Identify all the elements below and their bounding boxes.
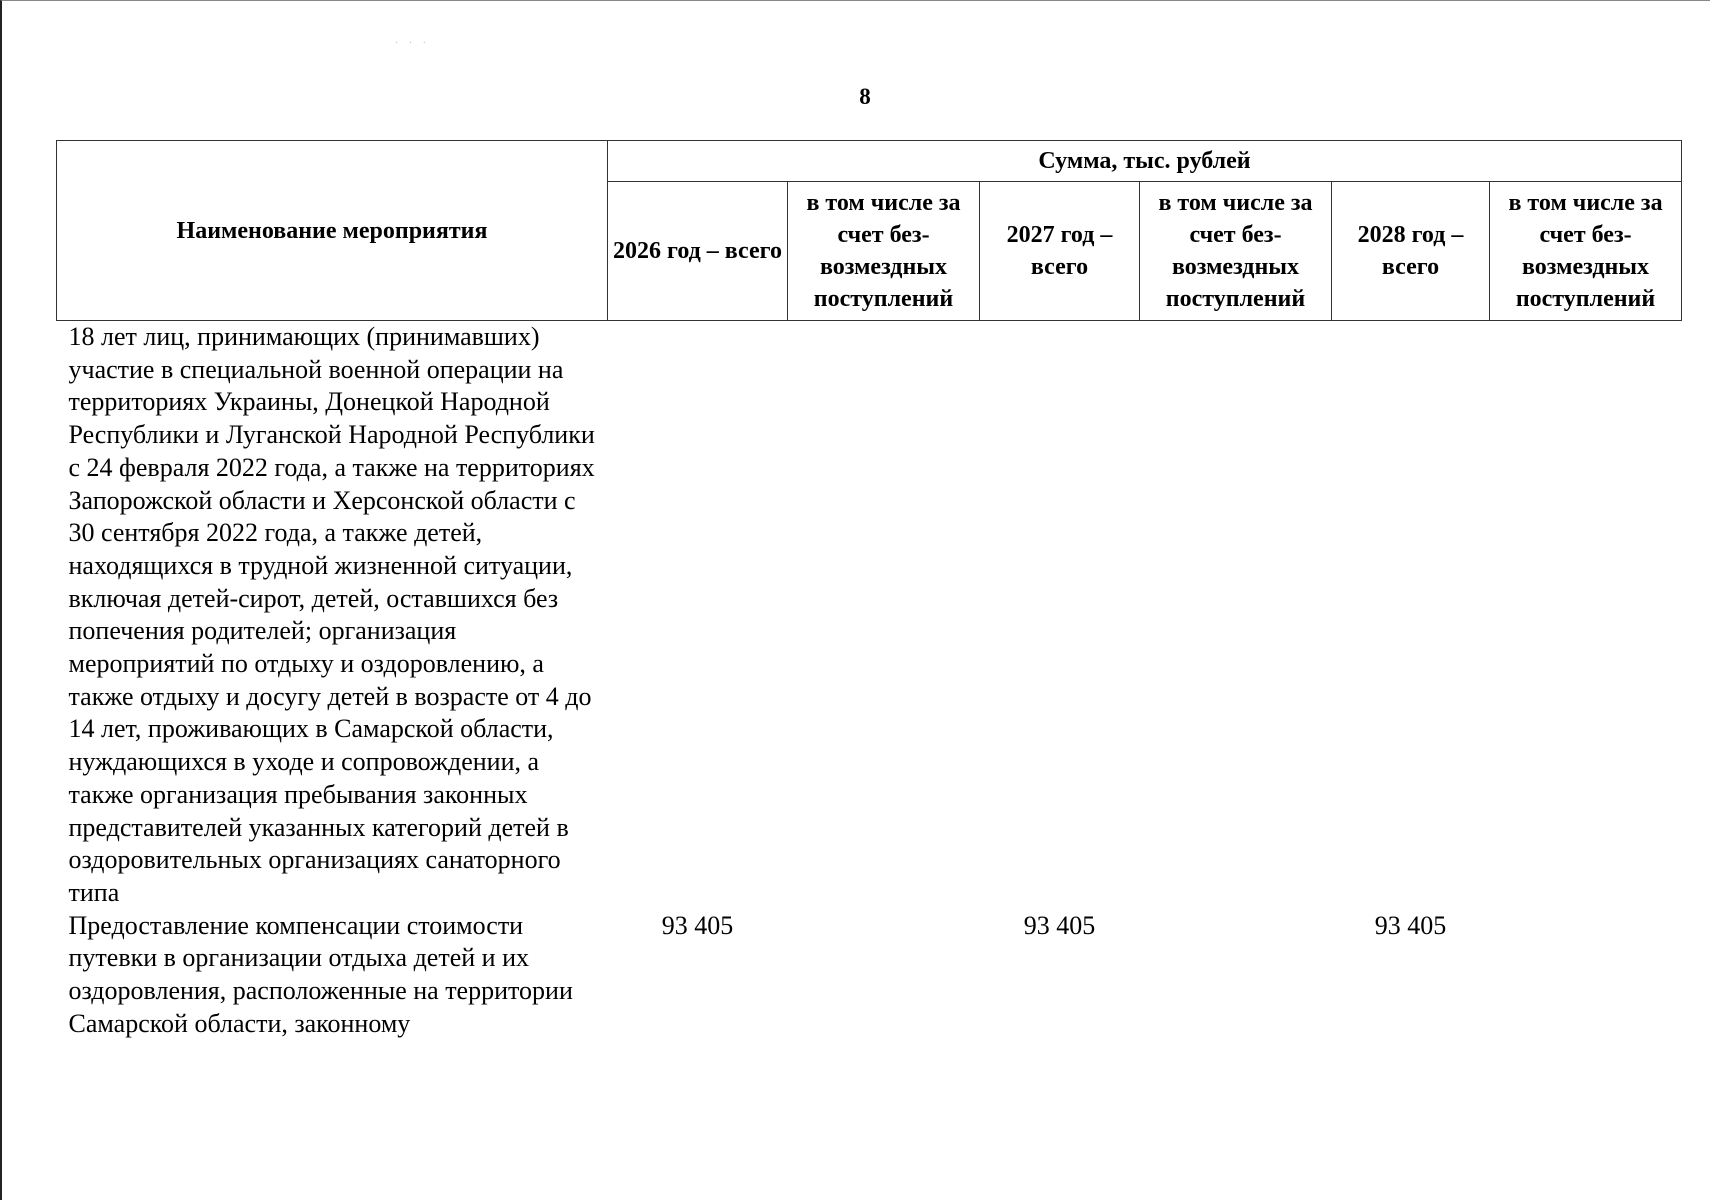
cell-2026-grants bbox=[788, 910, 980, 1041]
header-2027-total: 2027 год – всего bbox=[980, 182, 1140, 321]
budget-table bbox=[56, 140, 1682, 1040]
cell-2026-total bbox=[608, 321, 788, 910]
header-2028-total: 2028 год – всего bbox=[1332, 182, 1490, 321]
cell-2028-grants bbox=[1490, 321, 1682, 910]
page-number: 8 bbox=[859, 84, 871, 109]
cell-2026-grants bbox=[788, 321, 980, 910]
header-2026-grants: в том числе за счет без-возмездных поступлений bbox=[788, 182, 980, 321]
header-2028-grants: в том числе за счет без-возмездных поступлений bbox=[1490, 182, 1682, 321]
row-name: Предоставление компенсации стоимости путевки в организации отдыха детей и их оздоровления, расположенные на территории Самарской области, законному bbox=[68, 910, 573, 1038]
header-2027-grants: в том числе за счет без-возмездных поступлений bbox=[1140, 182, 1332, 321]
cell-2027-grants bbox=[1140, 910, 1332, 1041]
header-sum-group: Сумма, тыс. рублей bbox=[608, 141, 1682, 182]
cell-2027-total: 93 405 bbox=[1023, 910, 1096, 940]
header-row-group bbox=[57, 141, 1682, 182]
header-2026-total: 2026 год – всего bbox=[608, 182, 788, 321]
cell-2027-grants bbox=[1140, 321, 1332, 910]
cell-2027-total bbox=[980, 321, 1140, 910]
cell-2028-total bbox=[1332, 321, 1490, 910]
cell-2028-grants bbox=[1490, 910, 1682, 1041]
header-name-column: Наименование мероприятия bbox=[57, 141, 608, 321]
scan-artifact: · · · bbox=[395, 38, 430, 49]
table-row bbox=[57, 321, 1682, 910]
cell-2028-total: 93 405 bbox=[1374, 910, 1447, 940]
row-name: 18 лет лиц, принимающих (принимавших) участие в специальной военной операции на территориях Украины, Донецкой Народной Республики и Луганской Народной Республики с 24 февраля 2022 года, а также на территориях Запорожской области и Херсонской области с 30 сентября 2022 года, а также детей, находящихся в трудной жизненной ситуации, включая детей-сирот, детей, оставшихся без попечения родителей; организация мероприятий по отдыху и оздоровлению, а также отдыху и досугу детей в возрасте от 4 до 14 лет, проживающих в Самарской области, нуждающихся в уходе и сопровождении, а также организация пребывания законных представителей указанных категорий детей в оздоровительных организациях санаторного типа bbox=[68, 322, 595, 907]
cell-2026-total: 93 405 bbox=[661, 910, 734, 940]
table-row bbox=[57, 910, 1682, 1041]
